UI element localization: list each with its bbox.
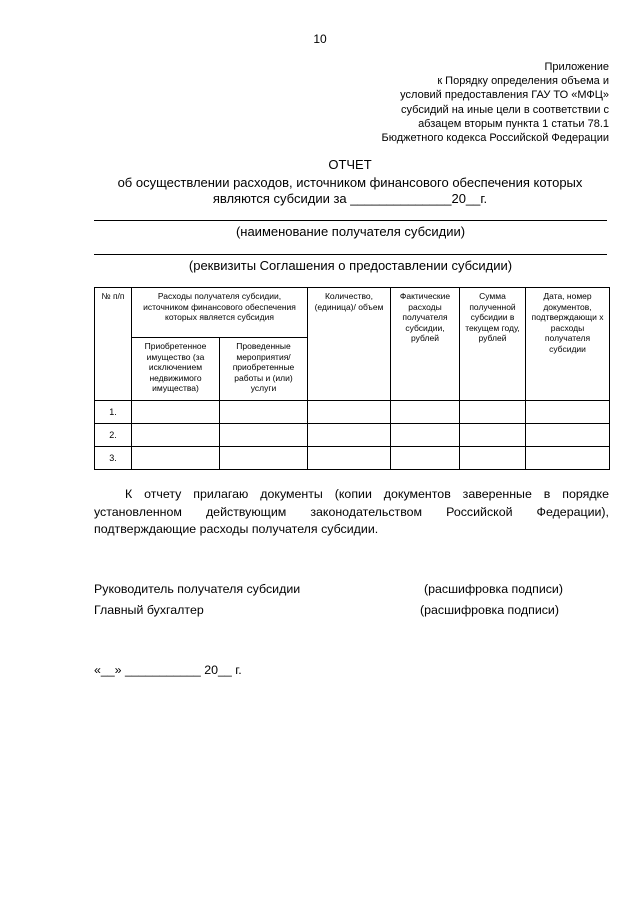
table-cell	[391, 447, 460, 470]
header-cell-events-services: Проведенные мероприятия/ приобретенные работы и (или) услуги	[220, 338, 308, 401]
report-subtitle-line2: являются субсидии за ______________20__г.	[212, 191, 488, 206]
appendix-line: абзацем вторым пункта 1 статьи 78.1	[418, 117, 609, 130]
row-number: 3.	[95, 447, 132, 470]
attachment-text: К отчету прилагаю документы (копии документов заверенные в порядке установленном действующим законодательством Российской Федерации), подтверждающие расходы получателя субсидии.	[94, 487, 609, 536]
appendix-header	[309, 60, 609, 145]
appendix-line: условий предоставления ГАУ ТО «МФЦ»	[400, 89, 609, 102]
table-cell	[526, 424, 610, 447]
table-row	[95, 447, 610, 470]
table-cell	[460, 401, 526, 424]
header-cell-actual-expenses: Фактические расходы получателя субсидии, рублей	[391, 288, 460, 401]
appendix-line: к Порядку определения объема и	[437, 75, 609, 88]
table-cell	[460, 447, 526, 470]
appendix-line: Бюджетного кодекса Российской Федерации	[381, 132, 609, 145]
recipient-caption: (наименование получателя субсидии)	[235, 224, 466, 239]
table-row	[95, 424, 610, 447]
report-subtitle-line1: об осуществлении расходов, источником финансового обеспечения которых	[117, 175, 583, 190]
date-line: «__» ___________ 20__ г.	[94, 663, 242, 677]
table-cell	[526, 401, 610, 424]
appendix-line: Приложение	[544, 61, 609, 73]
table-cell	[308, 401, 391, 424]
table-row	[95, 401, 610, 424]
table-cell	[308, 447, 391, 470]
accountant-signature-decoding: (расшифровка подписи)	[420, 603, 559, 617]
header-cell-expenses: Расходы получателя субсидии, источником финансового обеспечения которых является субсидия	[132, 288, 308, 338]
row-number: 2.	[95, 424, 132, 447]
table-cell	[460, 424, 526, 447]
head-signature-label: Руководитель получателя субсидии	[94, 582, 301, 596]
attachment-paragraph	[94, 486, 609, 539]
agreement-caption: (реквизиты Соглашения о предоставлении субсидии)	[188, 258, 513, 273]
table-cell	[220, 447, 308, 470]
table-cell	[391, 424, 460, 447]
agreement-details-line	[94, 254, 607, 255]
header-cell-documents: Дата, номер документов, подтверждающи х расходы получателя субсидии	[526, 288, 610, 401]
table-cell	[132, 447, 220, 470]
table-cell	[220, 424, 308, 447]
table-cell	[132, 401, 220, 424]
table-cell	[132, 424, 220, 447]
header-cell-quantity: Количество, (единица)/ объем	[308, 288, 391, 401]
expense-report-table	[94, 287, 610, 470]
table-cell	[391, 401, 460, 424]
head-signature-decoding: (расшифровка подписи)	[424, 582, 563, 596]
accountant-signature-label: Главный бухгалтер	[94, 603, 204, 617]
recipient-name-line	[94, 220, 607, 221]
report-heading: ОТЧЕТ	[328, 157, 372, 172]
table-cell	[220, 401, 308, 424]
header-cell-received-subsidy: Сумма полученной субсидии в текущем году, рублей	[460, 288, 526, 401]
appendix-line: субсидий на иные цели в соответствии с	[401, 103, 609, 116]
header-cell-number: № п/п	[95, 288, 132, 401]
row-number: 1.	[95, 401, 132, 424]
page-number: 10	[313, 32, 327, 46]
header-cell-acquired-property: Приобретенное имущество (за исключением недвижимого имущества)	[132, 338, 220, 401]
table-cell	[308, 424, 391, 447]
table-cell	[526, 447, 610, 470]
